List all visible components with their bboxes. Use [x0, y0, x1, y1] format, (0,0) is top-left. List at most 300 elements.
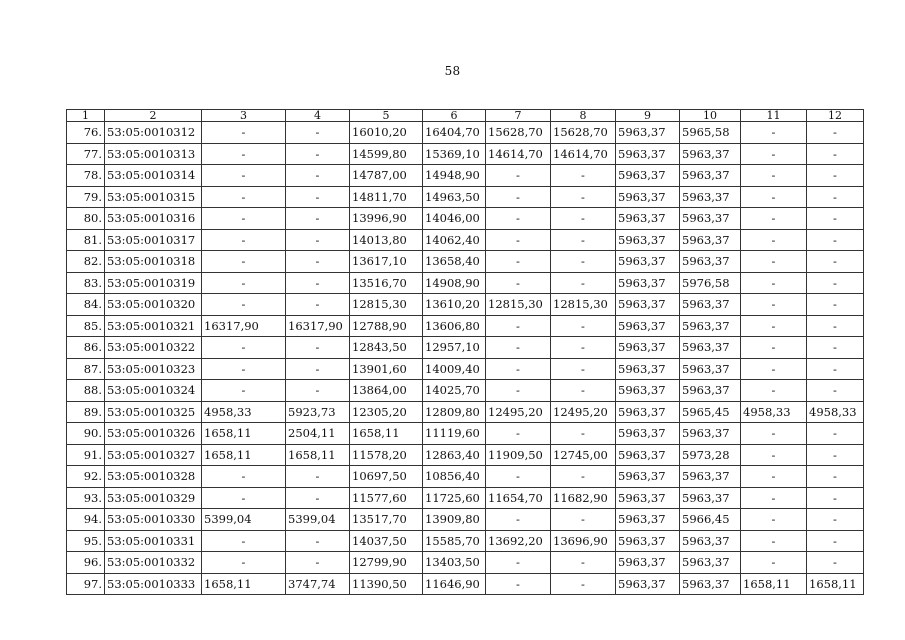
table-cell: - — [807, 315, 864, 337]
table-cell: 12843,50 — [350, 337, 423, 359]
table-row — [67, 272, 864, 294]
table-cell: 14614,70 — [551, 143, 616, 165]
table-cell: 14963,50 — [423, 186, 486, 208]
table-cell: 13517,70 — [350, 509, 423, 531]
table-cell: - — [486, 552, 551, 574]
table-cell: 10856,40 — [423, 466, 486, 488]
table-row — [67, 229, 864, 251]
table-row — [67, 423, 864, 445]
table-cell: 15369,10 — [423, 143, 486, 165]
table-cell: 13610,20 — [423, 294, 486, 316]
table-cell: 12495,20 — [486, 401, 551, 423]
table-cell: 12305,20 — [350, 401, 423, 423]
table-cell: - — [486, 272, 551, 294]
table-cell: - — [486, 423, 551, 445]
table-cell: 81. — [67, 229, 105, 251]
table-cell: 5963,37 — [616, 530, 680, 552]
table-cell: - — [807, 294, 864, 316]
table-cell: 12495,20 — [551, 401, 616, 423]
table-cell: - — [551, 358, 616, 380]
table-cell: - — [486, 208, 551, 230]
table-cell: 95. — [67, 530, 105, 552]
table-cell: 4958,33 — [741, 401, 807, 423]
table-cell: 93. — [67, 487, 105, 509]
table-cell: 53:05:0010317 — [105, 229, 202, 251]
table-cell: 11909,50 — [486, 444, 551, 466]
table-cell: 89. — [67, 401, 105, 423]
table-row — [67, 143, 864, 165]
table-cell: 53:05:0010320 — [105, 294, 202, 316]
table-cell: 12815,30 — [350, 294, 423, 316]
table-cell: 86. — [67, 337, 105, 359]
table-cell: - — [807, 466, 864, 488]
table-cell: - — [741, 552, 807, 574]
table-cell: - — [741, 229, 807, 251]
table-cell: 5963,37 — [680, 251, 741, 273]
table-cell: - — [486, 251, 551, 273]
table-row — [67, 122, 864, 144]
table-cell: 5963,37 — [616, 337, 680, 359]
table-cell: 1658,11 — [202, 423, 286, 445]
table-cell: 5963,37 — [616, 294, 680, 316]
table-cell: 96. — [67, 552, 105, 574]
table-cell: 5963,37 — [680, 186, 741, 208]
table-cell: 1658,11 — [286, 444, 350, 466]
table-cell: 53:05:0010313 — [105, 143, 202, 165]
table-cell: 5976,58 — [680, 272, 741, 294]
table-cell: 53:05:0010319 — [105, 272, 202, 294]
table-cell: 12799,90 — [350, 552, 423, 574]
table-cell: 1658,11 — [807, 573, 864, 595]
table-cell: - — [741, 423, 807, 445]
table-cell: 5966,45 — [680, 509, 741, 531]
table-cell: 4958,33 — [807, 401, 864, 423]
table-cell: 1658,11 — [741, 573, 807, 595]
column-header: 6 — [423, 110, 486, 122]
table-row — [67, 401, 864, 423]
table-cell: 53:05:0010323 — [105, 358, 202, 380]
table-cell: 53:05:0010315 — [105, 186, 202, 208]
table-cell: 53:05:0010327 — [105, 444, 202, 466]
column-header: 5 — [350, 110, 423, 122]
column-header: 3 — [202, 110, 286, 122]
table-cell: 53:05:0010329 — [105, 487, 202, 509]
table-cell: - — [807, 186, 864, 208]
table-cell: - — [486, 380, 551, 402]
table-cell: 53:05:0010321 — [105, 315, 202, 337]
table-row — [67, 165, 864, 187]
table-cell: - — [807, 337, 864, 359]
table-row — [67, 186, 864, 208]
table-cell: 13516,70 — [350, 272, 423, 294]
table-cell: 13617,10 — [350, 251, 423, 273]
table-cell: 5963,37 — [616, 251, 680, 273]
table-row — [67, 380, 864, 402]
table-cell: 5963,37 — [616, 208, 680, 230]
table-cell: - — [551, 466, 616, 488]
table-cell: - — [486, 186, 551, 208]
table-cell: 16317,90 — [286, 315, 350, 337]
table-cell: 79. — [67, 186, 105, 208]
table-row — [67, 294, 864, 316]
table-cell: 5963,37 — [616, 143, 680, 165]
table-cell: 5963,37 — [680, 552, 741, 574]
table-cell: 5963,37 — [616, 272, 680, 294]
table-cell: 92. — [67, 466, 105, 488]
table-cell: 5963,37 — [680, 143, 741, 165]
table-cell: 5963,37 — [680, 530, 741, 552]
table-cell: 12863,40 — [423, 444, 486, 466]
table-cell: - — [741, 487, 807, 509]
table-cell: - — [286, 143, 350, 165]
table-cell: 5963,37 — [616, 423, 680, 445]
table-cell: - — [202, 294, 286, 316]
table-cell: - — [741, 380, 807, 402]
table-cell: 76. — [67, 122, 105, 144]
table-cell: 5963,37 — [680, 380, 741, 402]
table-cell: - — [741, 272, 807, 294]
table-cell: 5963,37 — [680, 358, 741, 380]
table-cell: 5963,37 — [680, 573, 741, 595]
table-cell: - — [807, 165, 864, 187]
table-row — [67, 444, 864, 466]
table-cell: - — [286, 272, 350, 294]
table-cell: - — [202, 122, 286, 144]
header-row — [67, 110, 864, 122]
table-cell: 53:05:0010318 — [105, 251, 202, 273]
table-cell: - — [486, 509, 551, 531]
table-cell: 12788,90 — [350, 315, 423, 337]
table-cell: - — [286, 208, 350, 230]
table-cell: 5963,37 — [616, 552, 680, 574]
table-cell: - — [286, 294, 350, 316]
table-cell: 13996,90 — [350, 208, 423, 230]
table-cell: 5963,37 — [680, 229, 741, 251]
table-cell: - — [551, 380, 616, 402]
table-cell: 53:05:0010328 — [105, 466, 202, 488]
table-cell: - — [741, 466, 807, 488]
table-row — [67, 487, 864, 509]
table-cell: - — [551, 552, 616, 574]
table-cell: 77. — [67, 143, 105, 165]
table-cell: 11725,60 — [423, 487, 486, 509]
table-cell: - — [551, 165, 616, 187]
column-header: 11 — [741, 110, 807, 122]
table-cell: 84. — [67, 294, 105, 316]
table-cell: 11682,90 — [551, 487, 616, 509]
table-cell: - — [741, 337, 807, 359]
column-header: 1 — [67, 110, 105, 122]
table-cell: - — [807, 444, 864, 466]
table-cell: - — [807, 380, 864, 402]
table-cell: - — [486, 165, 551, 187]
table-cell: - — [486, 337, 551, 359]
column-header: 8 — [551, 110, 616, 122]
table-cell: 14599,80 — [350, 143, 423, 165]
table-cell: 14062,40 — [423, 229, 486, 251]
table-cell: 11577,60 — [350, 487, 423, 509]
table-cell: - — [286, 358, 350, 380]
table-cell: 5963,37 — [616, 444, 680, 466]
table-cell: 5963,37 — [616, 229, 680, 251]
table-cell: 16404,70 — [423, 122, 486, 144]
table-cell: 5923,73 — [286, 401, 350, 423]
table-cell: 53:05:0010312 — [105, 122, 202, 144]
table-cell: 53:05:0010331 — [105, 530, 202, 552]
table-cell: 14908,90 — [423, 272, 486, 294]
table-cell: - — [286, 122, 350, 144]
table-cell: - — [202, 337, 286, 359]
table-cell: - — [807, 530, 864, 552]
table-cell: - — [807, 143, 864, 165]
table-cell: 5965,58 — [680, 122, 741, 144]
table-cell: - — [551, 573, 616, 595]
table-cell: 5963,37 — [680, 423, 741, 445]
table-cell: - — [741, 186, 807, 208]
table-cell: 12745,00 — [551, 444, 616, 466]
column-header: 12 — [807, 110, 864, 122]
table-cell: 13658,40 — [423, 251, 486, 273]
table-cell: - — [741, 444, 807, 466]
cadastral-value-table — [66, 109, 864, 595]
table-cell: - — [807, 552, 864, 574]
table-cell: - — [741, 165, 807, 187]
table-cell: - — [807, 272, 864, 294]
table-cell: - — [551, 208, 616, 230]
table-cell: - — [202, 272, 286, 294]
table-cell: - — [486, 315, 551, 337]
table-cell: 5963,37 — [616, 380, 680, 402]
table-cell: - — [741, 509, 807, 531]
table-cell: 88. — [67, 380, 105, 402]
table-cell: 12809,80 — [423, 401, 486, 423]
table-cell: - — [741, 122, 807, 144]
table-cell: - — [486, 358, 551, 380]
table-cell: - — [286, 186, 350, 208]
table-cell: 14811,70 — [350, 186, 423, 208]
table-cell: 14614,70 — [486, 143, 551, 165]
table-row — [67, 552, 864, 574]
table-cell: - — [807, 423, 864, 445]
table-cell: 53:05:0010324 — [105, 380, 202, 402]
table-cell: 14025,70 — [423, 380, 486, 402]
table-cell: 14046,00 — [423, 208, 486, 230]
column-header: 7 — [486, 110, 551, 122]
table-cell: 14787,00 — [350, 165, 423, 187]
table-cell: 5963,37 — [680, 487, 741, 509]
table-cell: 13696,90 — [551, 530, 616, 552]
table-cell: 5399,04 — [202, 509, 286, 531]
table-cell: 14037,50 — [350, 530, 423, 552]
table-cell: 5963,37 — [680, 165, 741, 187]
table-cell: 16010,20 — [350, 122, 423, 144]
table-cell: - — [202, 165, 286, 187]
table-cell: 5963,37 — [616, 487, 680, 509]
table-cell: 10697,50 — [350, 466, 423, 488]
table-cell: - — [286, 530, 350, 552]
column-header: 9 — [616, 110, 680, 122]
table-cell: 11654,70 — [486, 487, 551, 509]
table-cell: 15628,70 — [551, 122, 616, 144]
table-row — [67, 315, 864, 337]
table-cell: - — [486, 466, 551, 488]
table-cell: 80. — [67, 208, 105, 230]
table-cell: 13403,50 — [423, 552, 486, 574]
table-cell: 13901,60 — [350, 358, 423, 380]
table-cell: 5963,37 — [616, 358, 680, 380]
column-header: 2 — [105, 110, 202, 122]
table-cell: 1658,11 — [202, 444, 286, 466]
table-cell: 5963,37 — [616, 509, 680, 531]
table-cell: - — [551, 272, 616, 294]
table-row — [67, 466, 864, 488]
table-cell: 1658,11 — [202, 573, 286, 595]
table-cell: - — [486, 573, 551, 595]
table-cell: - — [741, 251, 807, 273]
table-cell: - — [286, 466, 350, 488]
table-cell: 5963,37 — [616, 401, 680, 423]
table-cell: 15585,70 — [423, 530, 486, 552]
table-cell: - — [741, 208, 807, 230]
table-cell: - — [741, 294, 807, 316]
table-cell: 12957,10 — [423, 337, 486, 359]
table-cell: 3747,74 — [286, 573, 350, 595]
table-cell: 11578,20 — [350, 444, 423, 466]
table-row — [67, 337, 864, 359]
table-cell: - — [551, 337, 616, 359]
table-cell: - — [286, 165, 350, 187]
table-cell: - — [202, 487, 286, 509]
table-cell: 13909,80 — [423, 509, 486, 531]
table-cell: 5963,37 — [616, 466, 680, 488]
table-cell: 53:05:0010330 — [105, 509, 202, 531]
table-cell: 5963,37 — [680, 208, 741, 230]
table-cell: 13864,00 — [350, 380, 423, 402]
table-cell: 53:05:0010322 — [105, 337, 202, 359]
table-cell: 87. — [67, 358, 105, 380]
table-cell: - — [807, 208, 864, 230]
table-cell: - — [202, 251, 286, 273]
table-cell: - — [551, 423, 616, 445]
table-cell: 5963,37 — [680, 294, 741, 316]
table-cell: 5399,04 — [286, 509, 350, 531]
table-cell: 5963,37 — [616, 165, 680, 187]
table-cell: - — [202, 466, 286, 488]
table-cell: - — [286, 251, 350, 273]
table-cell: 5963,37 — [680, 337, 741, 359]
table-cell: - — [202, 208, 286, 230]
table-cell: 13606,80 — [423, 315, 486, 337]
table-cell: 14948,90 — [423, 165, 486, 187]
table-cell: 91. — [67, 444, 105, 466]
table-cell: 83. — [67, 272, 105, 294]
table-cell: 94. — [67, 509, 105, 531]
table-cell: 5963,37 — [680, 315, 741, 337]
table-cell: 53:05:0010326 — [105, 423, 202, 445]
table-row — [67, 208, 864, 230]
table-cell: 2504,11 — [286, 423, 350, 445]
table-cell: - — [741, 358, 807, 380]
table-cell: 5963,37 — [616, 186, 680, 208]
table-cell: 97. — [67, 573, 105, 595]
table-cell: - — [486, 229, 551, 251]
table-cell: - — [807, 122, 864, 144]
table-cell: - — [286, 552, 350, 574]
table-cell: - — [741, 143, 807, 165]
table-cell: - — [286, 229, 350, 251]
table-cell: - — [286, 487, 350, 509]
table-cell: 4958,33 — [202, 401, 286, 423]
column-header: 4 — [286, 110, 350, 122]
table-row — [67, 358, 864, 380]
table-cell: 12815,30 — [551, 294, 616, 316]
table-cell: 14009,40 — [423, 358, 486, 380]
table-cell: 14013,80 — [350, 229, 423, 251]
table-cell: 12815,30 — [486, 294, 551, 316]
table-cell: - — [286, 337, 350, 359]
table-cell: 5965,45 — [680, 401, 741, 423]
table-row — [67, 509, 864, 531]
table-cell: 53:05:0010333 — [105, 573, 202, 595]
table-cell: - — [807, 509, 864, 531]
table-cell: 53:05:0010314 — [105, 165, 202, 187]
table-cell: - — [807, 487, 864, 509]
table-cell: - — [202, 229, 286, 251]
table-cell: 5963,37 — [616, 315, 680, 337]
table-cell: 85. — [67, 315, 105, 337]
table-cell: 11646,90 — [423, 573, 486, 595]
table-cell: 5963,37 — [616, 122, 680, 144]
table-cell: 90. — [67, 423, 105, 445]
table-cell: 16317,90 — [202, 315, 286, 337]
table-cell: 53:05:0010316 — [105, 208, 202, 230]
table-cell: - — [202, 552, 286, 574]
table-cell: - — [551, 251, 616, 273]
table-row — [67, 251, 864, 273]
table-cell: - — [202, 358, 286, 380]
table-cell: - — [202, 186, 286, 208]
table-cell: - — [807, 358, 864, 380]
table-row — [67, 573, 864, 595]
table-cell: 11119,60 — [423, 423, 486, 445]
table-cell: - — [202, 143, 286, 165]
table-cell: 78. — [67, 165, 105, 187]
table-cell: - — [551, 315, 616, 337]
table-cell: 53:05:0010332 — [105, 552, 202, 574]
table-cell: 5973,28 — [680, 444, 741, 466]
table-cell: - — [807, 251, 864, 273]
table-cell: 11390,50 — [350, 573, 423, 595]
table-cell: 15628,70 — [486, 122, 551, 144]
page-number: 58 — [444, 64, 461, 78]
table-cell: 1658,11 — [350, 423, 423, 445]
table-cell: - — [807, 229, 864, 251]
table-cell: - — [202, 380, 286, 402]
table-cell: - — [741, 530, 807, 552]
table-cell: - — [202, 530, 286, 552]
table-cell: 5963,37 — [616, 573, 680, 595]
table-cell: - — [551, 229, 616, 251]
table-body — [67, 122, 864, 595]
table-cell: 5963,37 — [680, 466, 741, 488]
table-cell: 13692,20 — [486, 530, 551, 552]
table-cell: - — [551, 186, 616, 208]
table-cell: - — [286, 380, 350, 402]
table-cell: - — [741, 315, 807, 337]
table-cell: - — [551, 509, 616, 531]
table-cell: 82. — [67, 251, 105, 273]
table-cell: 53:05:0010325 — [105, 401, 202, 423]
